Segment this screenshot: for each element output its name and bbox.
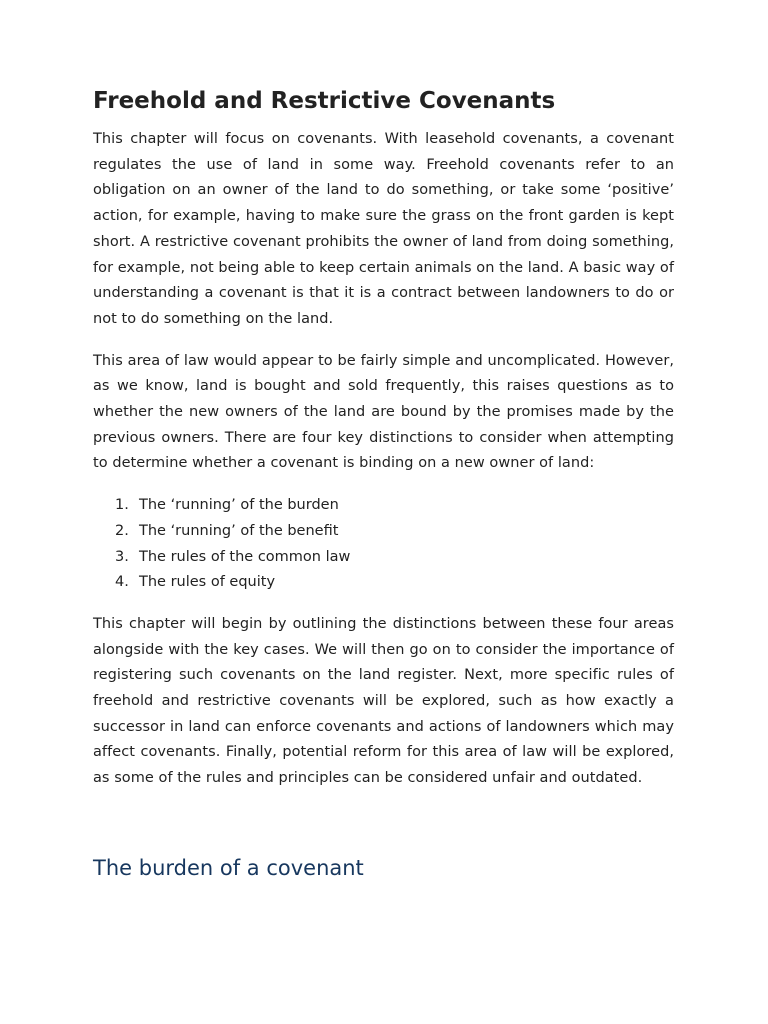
list-item-text: The ‘running’ of the burden — [139, 497, 339, 514]
page-title: Freehold and Restrictive Covenants — [93, 88, 556, 114]
outline-paragraph: This chapter will begin by outlining the distinctions between these four areas alongside with the key cases. We will then go on to consider the importance of registering such covenants on the land register. Next, more specific rules of freehold and restrictive covenants will be explored, such as how exactly a successor in land can enforce covenants and actions of landowners which may affect covenants. Finally, potential reform for this area of law will be explored, as some of the rules and principles can be considered unfair and outdated. — [93, 615, 674, 787]
context-paragraph: This area of law would appear to be fairly simple and uncomplicated. However, as we know, land is bought and sold frequently, this raises questions as to whether the new owners of the land are bound by the promises made by the previous owners. There are four key distinctions to consider when attempting to determine whether a covenant is binding on a new owner of land: — [93, 352, 674, 472]
list-item-number: 3. — [115, 548, 129, 565]
document-page — [93, 86, 674, 882]
section-heading: The burden of a covenant — [93, 855, 364, 880]
list-item — [93, 519, 674, 545]
list-item — [93, 570, 674, 596]
list-item-number: 1. — [115, 497, 129, 514]
list-item-number: 4. — [115, 574, 129, 591]
list-item-number: 2. — [115, 522, 129, 539]
list-item-text: The ‘running’ of the benefit — [139, 522, 339, 539]
list-item-text: The rules of equity — [139, 574, 276, 591]
intro-paragraph: This chapter will focus on covenants. With leasehold covenants, a covenant regulates the use of land in some way. Freehold covenants refer to an obligation on an owner of the land to do something, or take some ‘positive’ action, for example, having to make sure the grass on the front garden is kept short. A restrictive covenant prohibits the owner of land from doing something, for example, not being able to keep certain animals on the land. A basic way of understanding a covenant is that it is a contract between landowners to do or not to do something on the land. — [93, 131, 674, 327]
list-item — [93, 545, 674, 571]
key-distinctions-list — [93, 493, 674, 596]
list-item — [93, 493, 674, 519]
list-item-text: The rules of the common law — [139, 548, 351, 565]
